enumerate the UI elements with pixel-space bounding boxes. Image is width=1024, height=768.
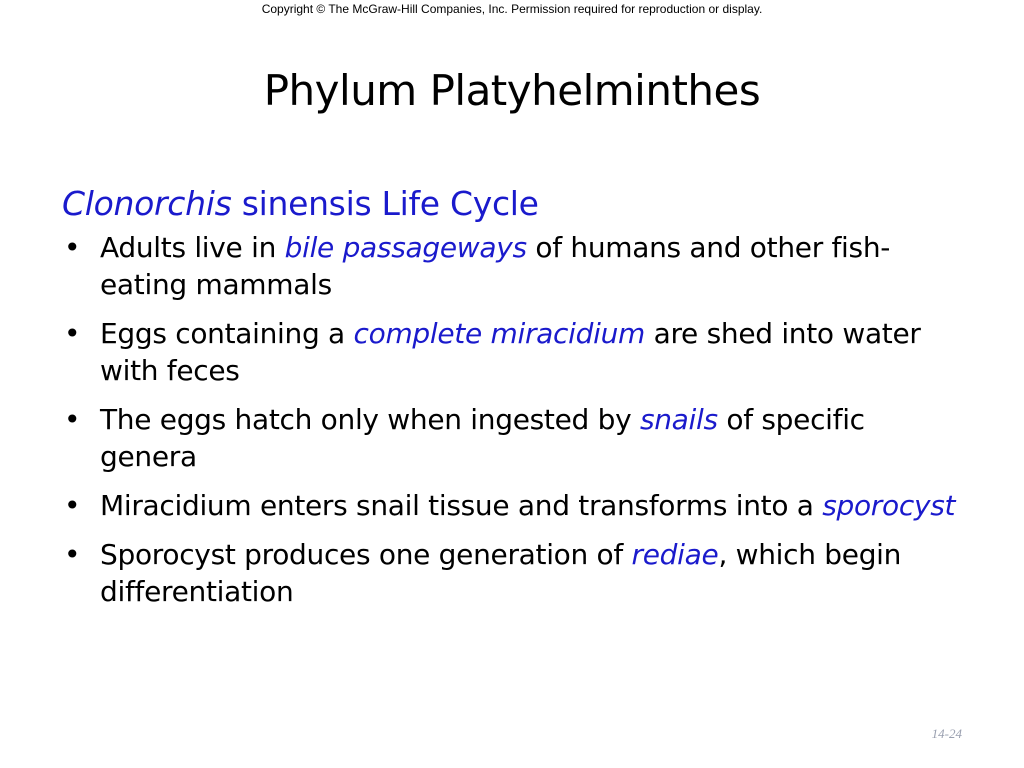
slide-content <box>62 184 962 622</box>
slide-subtitle <box>62 184 962 223</box>
bullet-highlight: bile passageways <box>284 231 527 264</box>
copyright-notice: Copyright © The McGraw-Hill Companies, Inc. Permission required for reproduction or display. <box>261 2 763 16</box>
bullet-text: are shed into water with feces <box>100 317 921 387</box>
bullet-highlight: snails <box>639 403 718 436</box>
bullet-text: Eggs containing a <box>100 317 354 350</box>
bullet-highlight: sporocyst <box>822 489 956 522</box>
subtitle-rest: sinensis Life Cycle <box>231 184 539 223</box>
bullet-highlight: complete miracidium <box>353 317 645 350</box>
bullet-marker: • <box>64 317 81 350</box>
bullet-item <box>62 229 962 303</box>
bullet-text: of specific genera <box>100 403 865 473</box>
bullet-item <box>62 315 962 389</box>
bullet-highlight: rediae <box>631 538 719 571</box>
page-number: 14-24 <box>931 726 962 741</box>
bullet-text: Sporocyst produces one generation of <box>100 538 632 571</box>
bullet-text: Miracidium enters snail tissue and transforms into a <box>100 489 823 522</box>
bullet-marker: • <box>64 489 81 522</box>
slide-title: Phylum Platyhelminthes <box>263 66 761 115</box>
bullet-text: , which begin differentiation <box>100 538 902 608</box>
bullet-text: of humans and other fish-eating mammals <box>100 231 891 301</box>
bullet-marker: • <box>64 403 81 436</box>
bullet-item <box>62 536 962 610</box>
subtitle-genus: Clonorchis <box>62 184 232 223</box>
bullet-marker: • <box>64 538 81 571</box>
bullet-text: The eggs hatch only when ingested by <box>100 403 640 436</box>
bullet-marker: • <box>64 231 81 264</box>
bullet-item <box>62 487 962 524</box>
bullet-item <box>62 401 962 475</box>
bullet-list <box>62 229 962 610</box>
bullet-text: Adults live in <box>100 231 285 264</box>
